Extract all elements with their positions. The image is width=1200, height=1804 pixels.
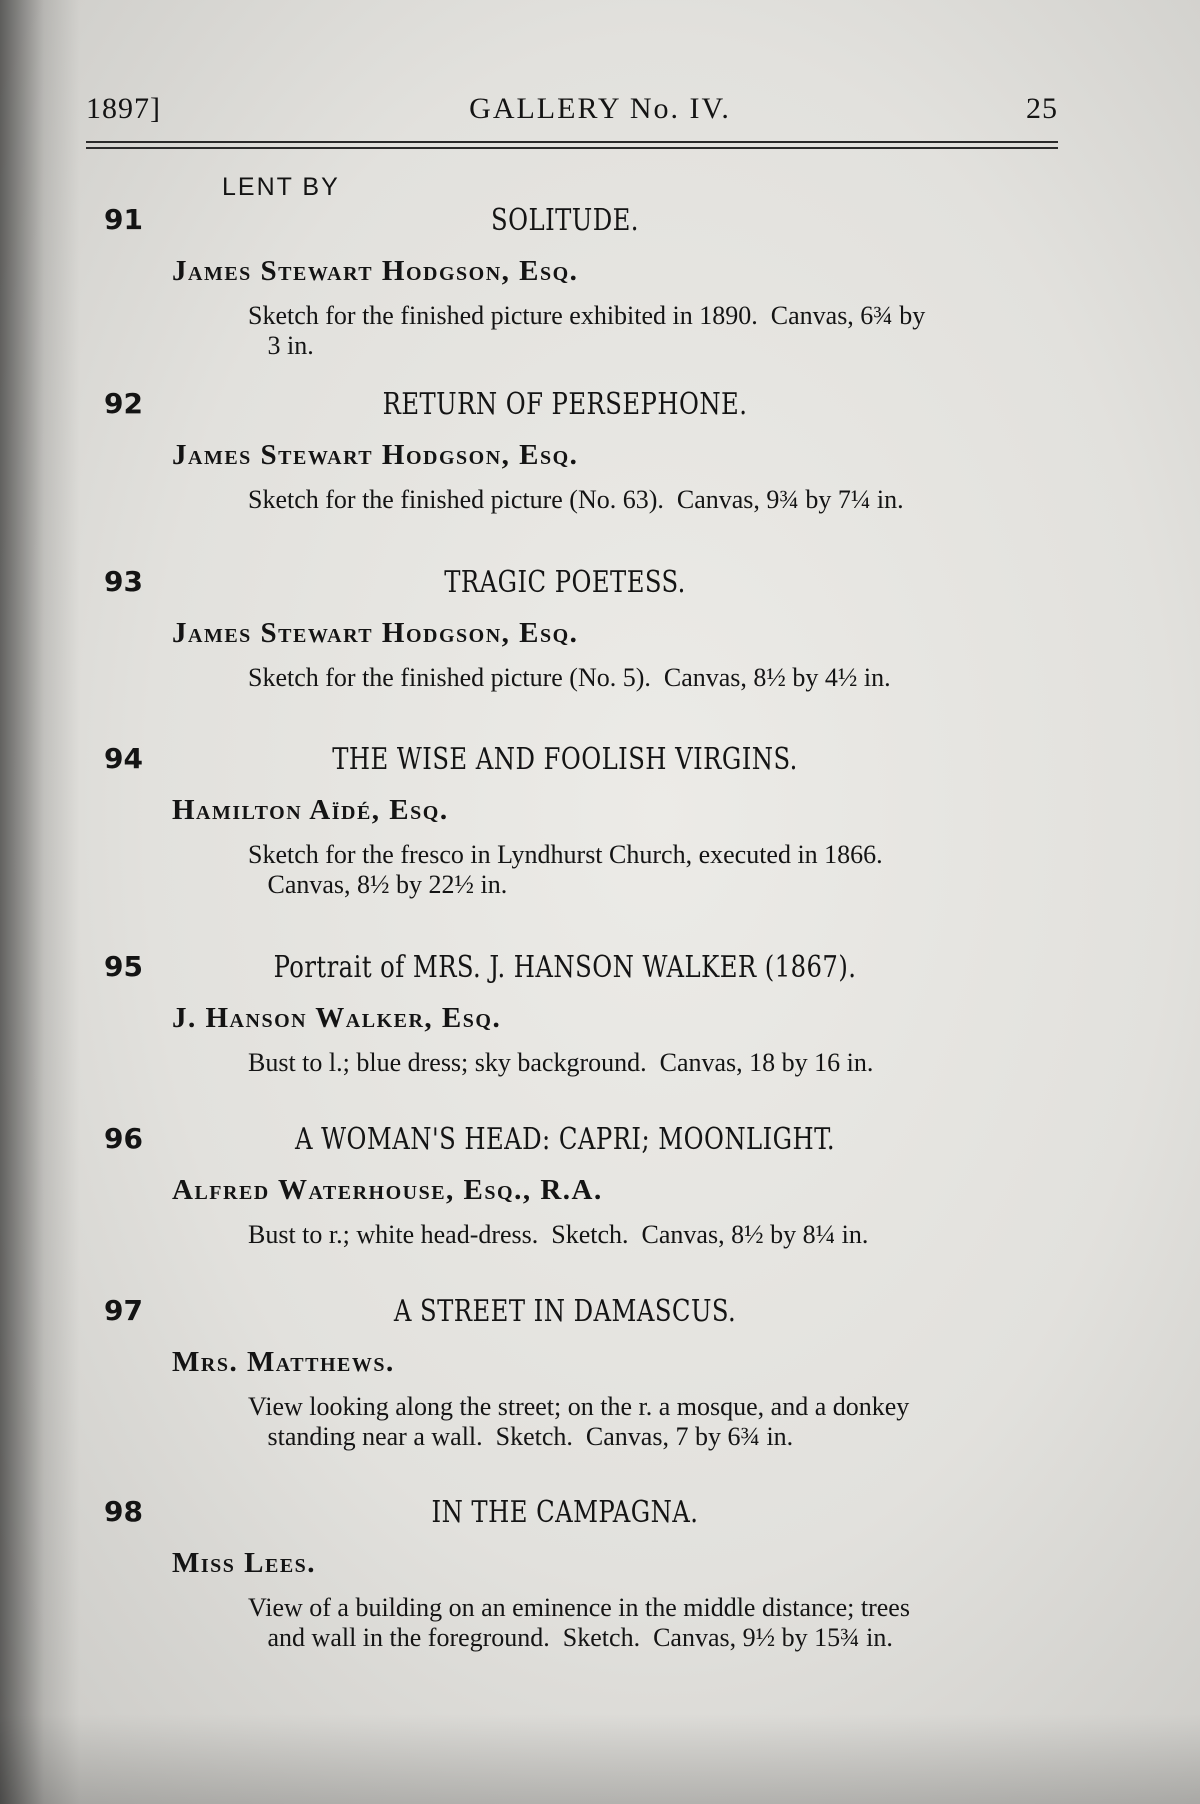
page-number: 25 — [1026, 92, 1058, 125]
entry-description-line-2: and wall in the foreground. Sketch. Canvas, 9½ by 15¾ in. — [248, 1623, 893, 1652]
catalogue-entry — [0, 1122, 1200, 1292]
entry-description-line-1: Sketch for the finished picture (No. 63). Canvas, 9¾ by 7¼ in. — [248, 485, 904, 514]
entry-description-line-1: View looking along the street; on the r. a mosque, and a donkey — [248, 1392, 910, 1421]
catalogue-entry — [0, 742, 1200, 912]
entry-number: 96 — [104, 1122, 143, 1155]
header-rule-top — [86, 141, 1058, 143]
entry-number: 91 — [104, 203, 143, 236]
entry-lender: Alfred Waterhouse, Esq., R.A. — [172, 1174, 603, 1206]
header-rule-bottom — [86, 147, 1058, 149]
entry-number: 94 — [104, 742, 143, 775]
catalogue-entry — [0, 565, 1200, 735]
entry-lender: James Stewart Hodgson, Esq. — [172, 255, 579, 287]
entry-number: 95 — [104, 950, 143, 983]
catalogue-entry — [0, 203, 1200, 373]
entry-lender: Miss Lees. — [172, 1547, 317, 1579]
catalogue-entry — [0, 387, 1200, 557]
entry-description-line-1: Sketch for the finished picture exhibited in 1890. Canvas, 6¾ by — [248, 301, 926, 330]
entry-title: RETURN OF PERSEPHONE. — [382, 387, 748, 422]
entry-description-line-1: Bust to l.; blue dress; sky background. Canvas, 18 by 16 in. — [248, 1048, 874, 1077]
entry-title: THE WISE AND FOOLISH VIRGINS. — [332, 742, 798, 777]
entry-description-line-1: Sketch for the finished picture (No. 5). Canvas, 8½ by 4½ in. — [248, 663, 891, 692]
entry-title: TRAGIC POETESS. — [444, 565, 686, 600]
entry-description-line-1: Bust to r.; white head-dress. Sketch. Canvas, 8½ by 8¼ in. — [248, 1220, 869, 1249]
lent-by-label: LENT BY — [222, 173, 340, 201]
entry-number: 92 — [104, 387, 143, 420]
entry-title: IN THE CAMPAGNA. — [431, 1495, 699, 1530]
entry-description-line-2: standing near a wall. Sketch. Canvas, 7 by 6¾ in. — [248, 1422, 794, 1451]
entry-number: 97 — [104, 1294, 143, 1327]
entry-lender: Mrs. Matthews. — [172, 1346, 395, 1378]
entry-description-line-2: 3 in. — [248, 331, 314, 360]
running-head-year: 1897] — [86, 92, 161, 125]
entry-title: Portrait of MRS. J. HANSON WALKER (1867). — [273, 950, 857, 985]
entry-title: A STREET IN DAMASCUS. — [393, 1294, 737, 1329]
entry-description-line-1: View of a building on an eminence in the middle distance; trees — [248, 1593, 910, 1622]
running-head-title: GALLERY No. IV. — [469, 92, 731, 125]
entry-number: 93 — [104, 565, 143, 598]
entry-lender: James Stewart Hodgson, Esq. — [172, 617, 579, 649]
entry-lender: J. Hanson Walker, Esq. — [172, 1002, 502, 1034]
entry-title: A WOMAN'S HEAD: CAPRI; MOONLIGHT. — [294, 1122, 836, 1157]
entry-number: 98 — [104, 1495, 143, 1528]
page-bottom-shadow — [0, 1714, 1200, 1804]
catalogue-entry — [0, 950, 1200, 1120]
catalogue-entry — [0, 1495, 1200, 1665]
entry-lender: James Stewart Hodgson, Esq. — [172, 439, 579, 471]
catalogue-entry — [0, 1294, 1200, 1464]
entry-description-line-2: Canvas, 8½ by 22½ in. — [248, 870, 508, 899]
entry-lender: Hamilton Aïdé, Esq. — [172, 794, 449, 826]
entry-description-line-1: Sketch for the fresco in Lyndhurst Church, executed in 1866. — [248, 840, 883, 869]
entry-title: SOLITUDE. — [491, 203, 639, 238]
